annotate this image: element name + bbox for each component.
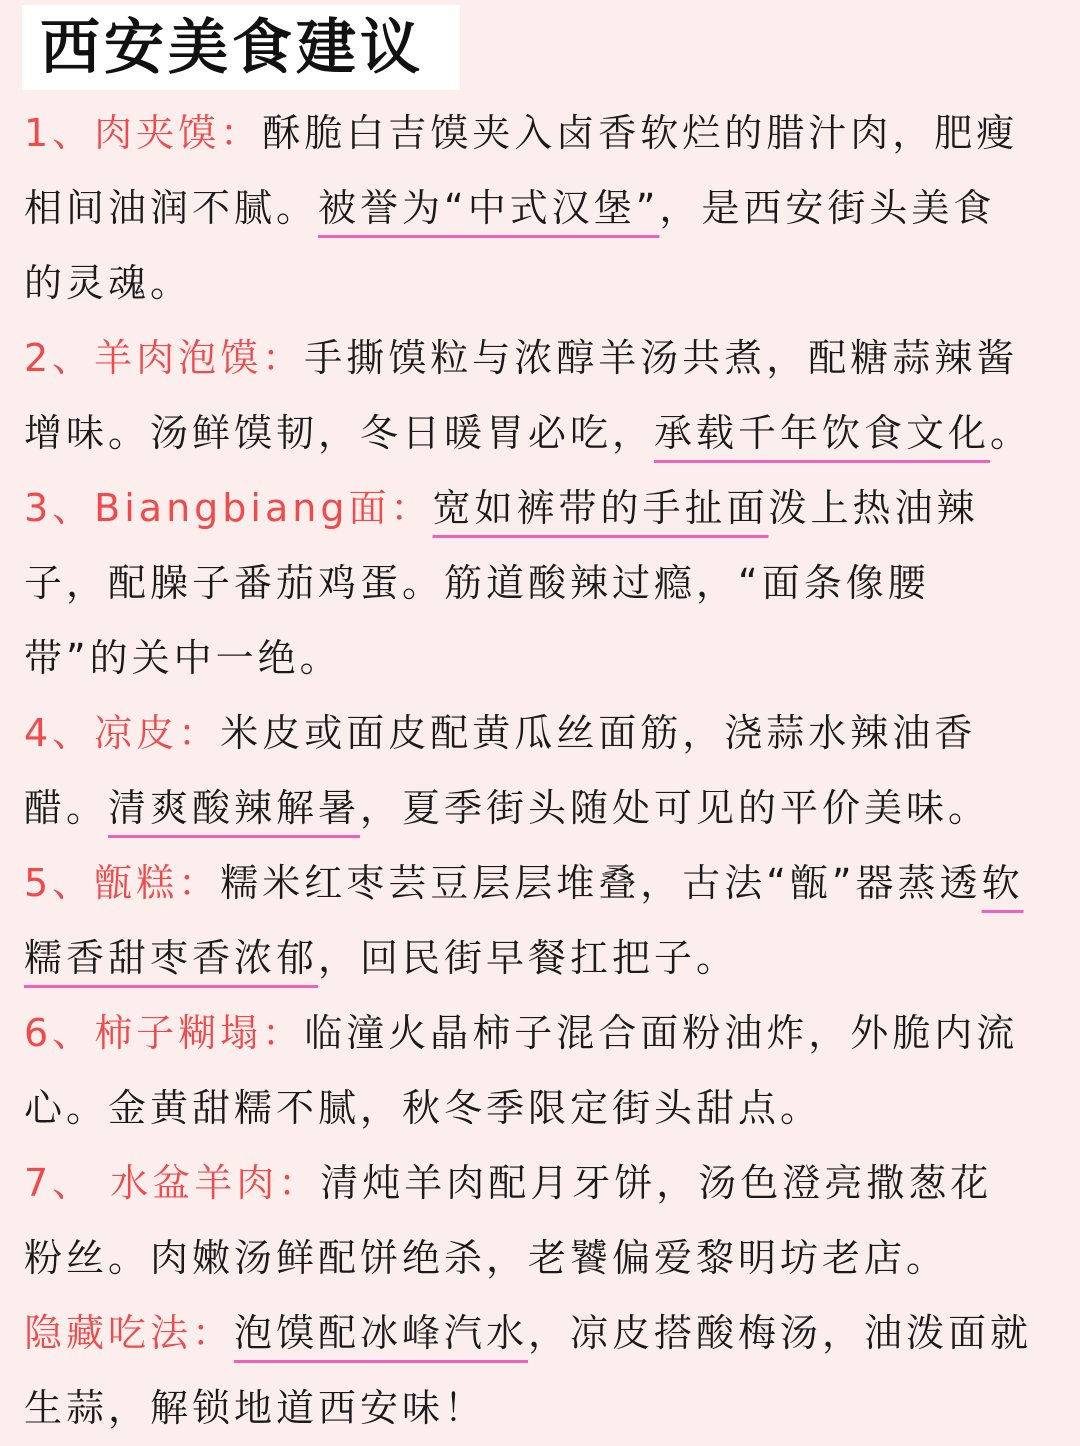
item-text: 酥脆白吉馍夹入卤香软烂的腊汁肉，肥瘦相间油润不腻。 [24,111,1019,230]
item-heading: 6、柿子糊塌： [24,1011,305,1055]
item-heading: 1、肉夹馍： [24,111,263,155]
item-text-tail: 。 [990,411,1033,455]
item-highlight: 清爽酸辣解暑 [108,786,361,830]
item-text: 手撕馍粒与浓醇羊汤共煮，配糖蒜辣酱增味。汤鲜馍韧，冬日暖胃必吃， [24,336,1019,455]
item-highlight: 宽如裤带的手扯面 [432,486,769,530]
food-item-shuipenyangrou [24,1146,1034,1296]
food-item-yangroupaomo [24,321,1034,471]
item-highlight: 被誉为“中式汉堡” [318,186,660,230]
item-highlight: 泡馍配冰峰汽水 [234,1311,529,1355]
item-heading: 4、凉皮： [24,711,221,755]
item-heading: 2、羊肉泡馍： [24,336,305,380]
food-item-zenggao [24,846,1034,996]
item-text-tail: ，是西安街头美食的灵魂。 [24,186,996,305]
food-item-biangbiang [24,471,1034,696]
food-item-shizihuta [24,996,1034,1146]
item-heading: 隐藏吃法： [24,1311,235,1355]
item-highlight: 软糯香甜枣香浓郁 [24,861,1024,980]
item-text: 米皮或面皮配黄瓜丝面筋，浇蒜水辣油香醋。 [24,711,977,830]
item-text: 临潼火晶柿子混合面粉油炸，外脆内流心。金黄甜糯不腻，秋冬季限定街头甜点。 [24,1011,1019,1130]
title-box [22,5,460,90]
item-text-tail: ，回民街早餐扛把子。 [318,936,739,980]
item-heading: 3、Biangbiang面： [24,486,433,530]
item-text-tail: ，夏季街头随处可见的平价美味。 [360,786,991,830]
item-heading: 7、 水盆羊肉： [24,1161,321,1205]
page-title: 西安美食建议 [40,12,424,83]
item-text-tail: 泼上热油辣子，配臊子番茄鸡蛋。筋道酸辣过瘾，“面条像腰带”的关中一绝。 [24,486,979,680]
item-text: 清炖羊肉配月牙饼，汤色澄亮撒葱花粉丝。肉嫩汤鲜配饼绝杀，老饕偏爱黎明坊老店。 [24,1161,993,1280]
food-item-liangpi [24,696,1034,846]
item-highlight: 承载千年饮食文化 [654,411,991,455]
hidden-tips [24,1296,1034,1446]
item-text-tail: ，凉皮搭酸梅汤，油泼面就生蒜，解锁地道西安味！ [24,1311,1033,1430]
food-list [24,96,1034,1446]
food-item-roujiamo [24,96,1034,321]
item-text: 糯米红枣芸豆层层堆叠，古法“甑”器蒸透 [220,861,982,905]
item-heading: 5、甑糕： [24,861,221,905]
